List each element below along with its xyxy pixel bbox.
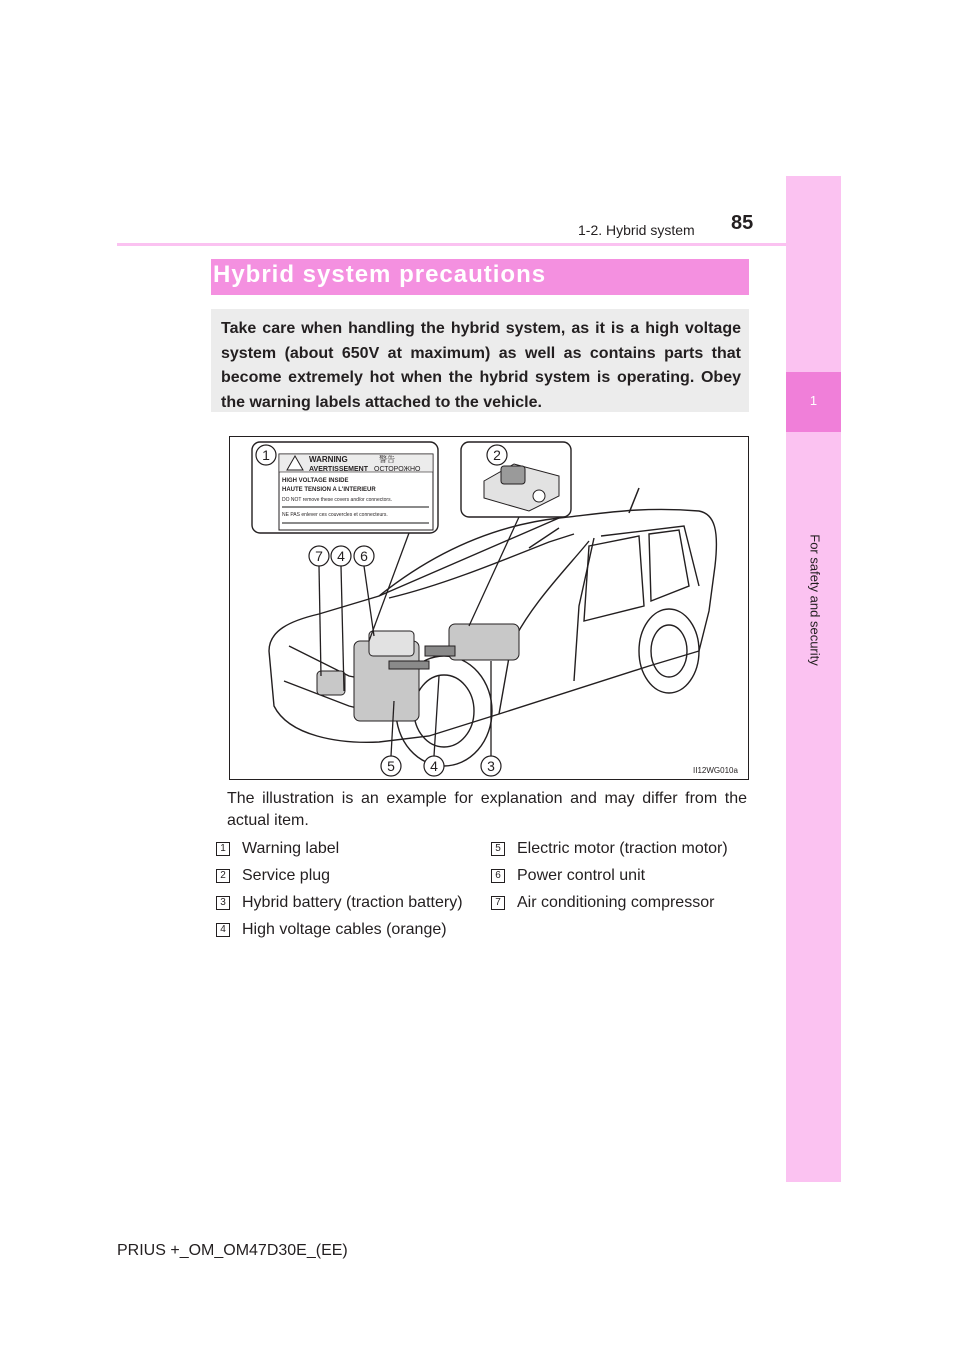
callout-3: 3 xyxy=(487,758,495,774)
figure-caption: The illustration is an example for explanation and may differ from the actual item. xyxy=(227,790,747,829)
section-label: 1-2. Hybrid system xyxy=(578,222,695,238)
callout-5: 5 xyxy=(387,758,395,774)
label-hv-inside: HIGH VOLTAGE INSIDE xyxy=(282,478,349,484)
legend-label-7: Air conditioning compressor xyxy=(517,894,715,911)
hybrid-system-illustration xyxy=(229,436,749,780)
legend-num-1: 1 xyxy=(216,842,230,856)
legend-label-5: Electric motor (traction motor) xyxy=(517,840,728,857)
callout-4-top: 4 xyxy=(337,548,345,564)
side-tab xyxy=(786,176,841,1182)
header-rule xyxy=(117,243,786,246)
chapter-title: For safety and security xyxy=(807,534,823,666)
page-title: Hybrid system precautions xyxy=(213,261,547,288)
legend-label-1: Warning label xyxy=(242,840,340,857)
callout-1: 1 xyxy=(262,447,270,463)
label-ne-pas: NE PAS enlever ces couvercles et connecteurs. xyxy=(282,512,388,518)
figure-code: II12WG010a xyxy=(693,766,738,775)
legend-label-2: Service plug xyxy=(242,867,331,884)
callout-4-bottom: 4 xyxy=(430,758,438,774)
label-ru: ОСТОРОЖНО xyxy=(374,466,421,473)
legend-num-7: 7 xyxy=(491,896,505,910)
chapter-number: 1 xyxy=(809,393,818,408)
callout-2: 2 xyxy=(493,447,501,463)
legend-num-3: 3 xyxy=(216,896,230,910)
legend-label-3: Hybrid battery (traction battery) xyxy=(242,894,463,911)
label-warning-text: WARNING xyxy=(309,455,348,464)
callout-6: 6 xyxy=(360,548,368,564)
label-do-not: DO NOT remove these covers and/or connectors. xyxy=(282,497,392,503)
label-avertissement: AVERTISSEMENT xyxy=(309,466,368,473)
label-warning-jp: 警告 xyxy=(379,455,395,464)
legend-label-6: Power control unit xyxy=(517,867,646,884)
legend-num-5: 5 xyxy=(491,842,505,856)
intro-text: Take care when handling the hybrid system, as it is a high voltage system (about 650V at maximum) as well as contains parts that become extremely hot when the hybrid system is operating. Obey the warning labels attached to the vehicle. xyxy=(221,320,741,411)
footer-doc-code: PRIUS +_OM_OM47D30E_(EE) xyxy=(117,1242,348,1259)
page-number: 85 xyxy=(731,212,754,234)
legend-num-6: 6 xyxy=(491,869,505,883)
legend-num-2: 2 xyxy=(216,869,230,883)
label-hv-fr: HAUTE TENSION A L'INTERIEUR xyxy=(282,487,376,493)
legend-num-4: 4 xyxy=(216,923,230,937)
callout-7: 7 xyxy=(315,548,323,564)
legend-label-4: High voltage cables (orange) xyxy=(242,921,447,938)
